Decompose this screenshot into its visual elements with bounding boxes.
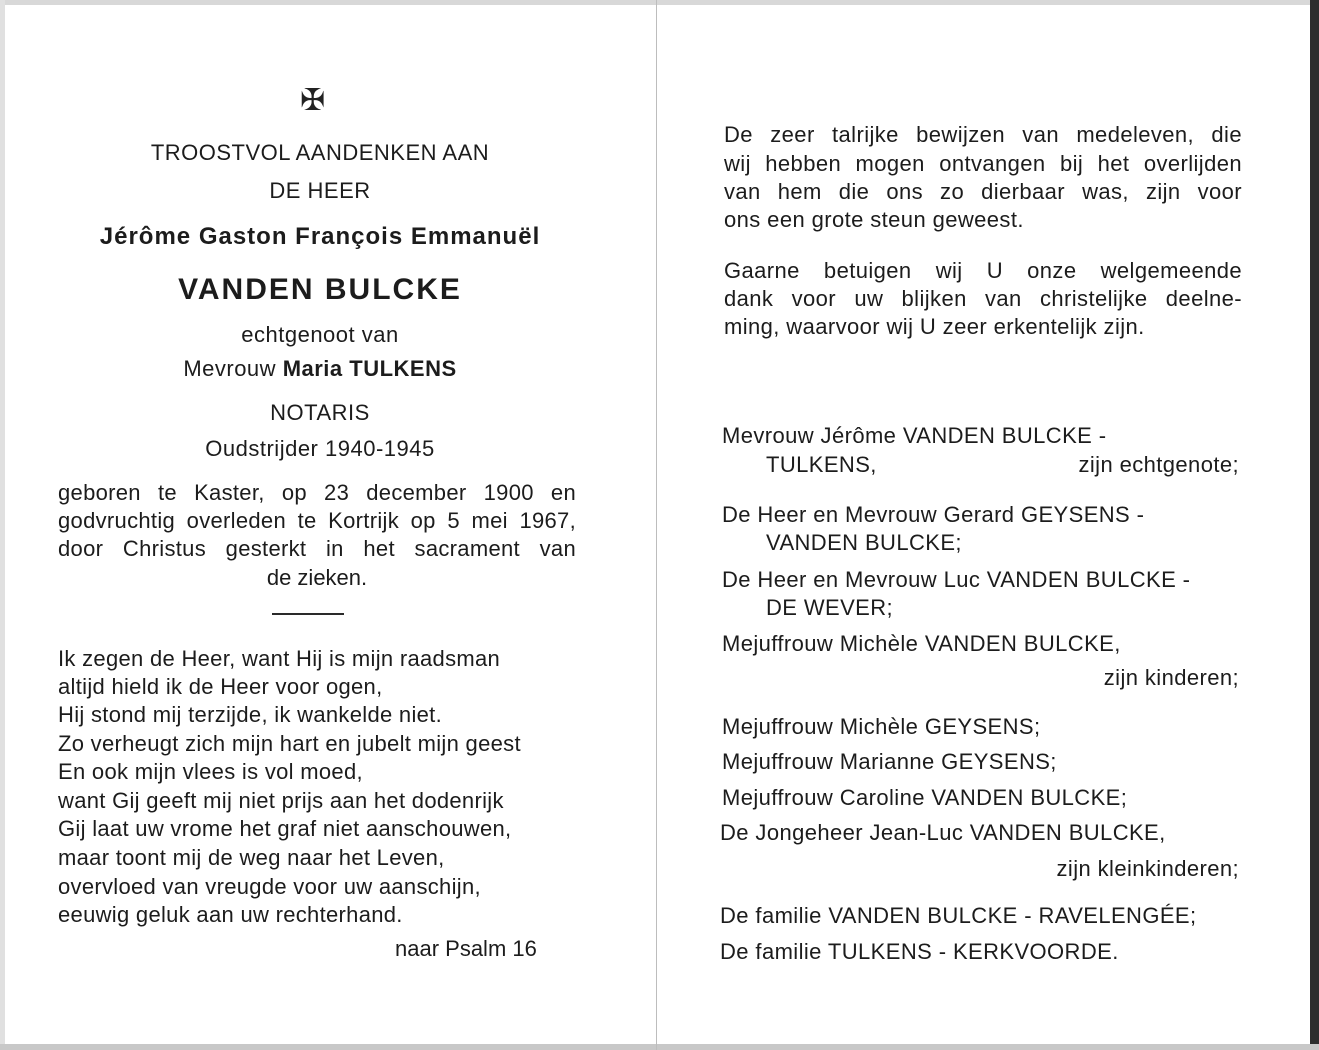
given-names: Jérôme Gaston François Emmanuël bbox=[99, 223, 541, 250]
card-fold-line bbox=[656, 0, 657, 1050]
bio-line: godvruchtig overleden te Kortrijk op 5 mei 1967, bbox=[58, 508, 576, 533]
psalm-line: maar toont mij de weg naar het Leven, bbox=[58, 845, 445, 870]
card-edge-top bbox=[0, 0, 1319, 5]
surname: VANDEN BULCKE bbox=[178, 273, 462, 306]
family-child: Mejuffrouw Michèle VANDEN BULCKE, bbox=[722, 631, 1121, 656]
family-role: zijn kinderen; bbox=[1103, 665, 1239, 690]
psalm-line: Hij stond mij terzijde, ik wankelde niet. bbox=[58, 702, 443, 727]
veteran-years: 1940-1945 bbox=[325, 436, 435, 461]
psalm-line: Zo verheugt zich mijn hart en jubelt mijn geest bbox=[58, 731, 521, 756]
veteran-line bbox=[55, 436, 585, 462]
thanks-line: wij hebben mogen ontvangen bij het overlijden bbox=[724, 151, 1242, 176]
card-edge-right bbox=[1310, 0, 1319, 1050]
family-extended: De familie TULKENS - KERKVOORDE. bbox=[720, 939, 1119, 964]
family-grandchild: Mejuffrouw Michèle GEYSENS; bbox=[722, 714, 1041, 739]
thanks-line: ming, waarvoor wij U zeer erkentelijk zijn. bbox=[724, 314, 1145, 339]
thanks-line: De zeer talrijke bewijzen van medeleven, die bbox=[724, 122, 1242, 147]
spouse-line bbox=[55, 356, 585, 382]
family-extended: De familie VANDEN BULCKE - RAVELENGÉE; bbox=[720, 903, 1197, 928]
spouse-name: Maria TULKENS bbox=[282, 356, 457, 381]
family-child: De Heer en Mevrouw Luc VANDEN BULCKE - bbox=[722, 567, 1191, 592]
thanks-line: van hem die ons zo dierbaar was, zijn voor bbox=[724, 179, 1242, 204]
family-role: zijn kleinkinderen; bbox=[1056, 856, 1239, 881]
family-child: De Heer en Mevrouw Gerard GEYSENS - bbox=[722, 502, 1145, 527]
cross-icon: ✠ bbox=[300, 84, 326, 117]
bio-line: geboren te Kaster, op 23 december 1900 en bbox=[58, 480, 576, 505]
section-divider bbox=[272, 613, 344, 615]
family-widow: TULKENS, bbox=[766, 452, 877, 477]
family-grandchild: De Jongeheer Jean-Luc VANDEN BULCKE, bbox=[720, 820, 1166, 845]
psalm-line: Ik zegen de Heer, want Hij is mijn raadsman bbox=[58, 646, 501, 671]
bio-line: de zieken. bbox=[266, 565, 368, 590]
spouse-prefix: Mevrouw bbox=[183, 356, 277, 381]
family-widow: Mevrouw Jérôme VANDEN BULCKE - bbox=[722, 423, 1107, 448]
family-grandchild: Mejuffrouw Caroline VANDEN BULCKE; bbox=[722, 785, 1128, 810]
family-child: VANDEN BULCKE; bbox=[766, 530, 962, 555]
honorific: DE HEER bbox=[269, 178, 371, 203]
heading: TROOSTVOL AANDENKEN AAN bbox=[150, 140, 490, 165]
psalm-line: eeuwig geluk aan uw rechterhand. bbox=[58, 902, 403, 927]
psalm-line: En ook mijn vlees is vol moed, bbox=[58, 759, 363, 784]
psalm-line: altijd hield ik de Heer voor ogen, bbox=[58, 674, 383, 699]
card-edge-bottom bbox=[0, 1044, 1319, 1050]
psalm-line: want Gij geeft mij niet prijs aan het dodenrijk bbox=[58, 788, 504, 813]
thanks-line: Gaarne betuigen wij U onze welgemeende bbox=[724, 258, 1242, 283]
profession: NOTARIS bbox=[270, 400, 370, 425]
psalm-reference: naar Psalm 16 bbox=[395, 936, 537, 961]
family-grandchild: Mejuffrouw Marianne GEYSENS; bbox=[722, 749, 1057, 774]
bio-line: door Christus gesterkt in het sacrament van bbox=[58, 536, 576, 561]
family-role: zijn echtgenote; bbox=[1078, 452, 1239, 477]
spouse-intro: echtgenoot van bbox=[241, 322, 399, 347]
thanks-line: dank voor uw blijken van christelijke deelne- bbox=[724, 286, 1242, 311]
card-edge-left bbox=[0, 0, 5, 1050]
veteran-label: Oudstrijder bbox=[205, 436, 319, 461]
psalm-line: Gij laat uw vrome het graf niet aanschouwen, bbox=[58, 816, 512, 841]
family-child: DE WEVER; bbox=[766, 595, 894, 620]
thanks-line: ons een grote steun geweest. bbox=[724, 207, 1024, 232]
psalm-line: overvloed van vreugde voor uw aanschijn, bbox=[58, 874, 481, 899]
